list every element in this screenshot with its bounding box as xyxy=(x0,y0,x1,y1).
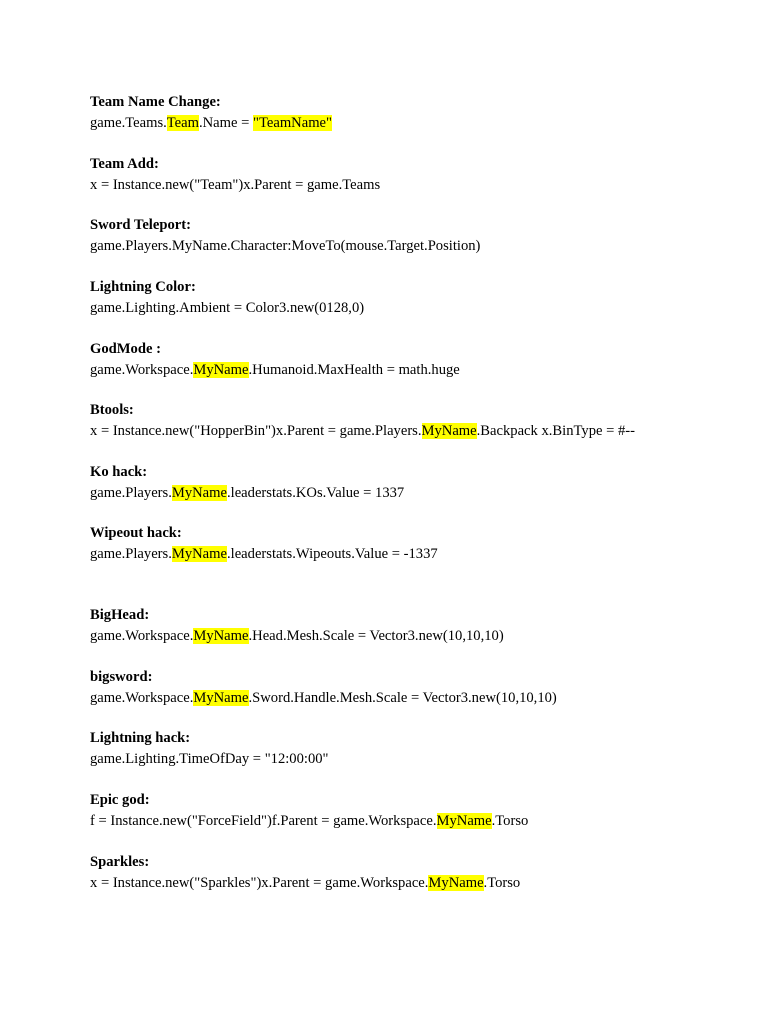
code-text: game.Teams. xyxy=(90,115,167,131)
section-lightning-hack xyxy=(90,728,750,770)
section-heading: Team Add: xyxy=(90,156,159,172)
code-text: x = Instance.new("Sparkles")x.Parent = game.Workspace. xyxy=(90,875,429,891)
code-text: x = Instance.new("HopperBin")x.Parent = game.Players. xyxy=(90,423,422,439)
section-heading: Ko hack: xyxy=(90,464,148,480)
section-team-name-change xyxy=(90,92,750,134)
highlighted-text: MyName xyxy=(193,362,249,378)
section-heading: Sparkles: xyxy=(90,854,150,870)
highlighted-text: "TeamName" xyxy=(253,115,332,131)
section-lightning-color xyxy=(90,277,750,319)
section-heading: Team Name Change: xyxy=(90,94,221,110)
code-text: game.Players.MyName.Character:MoveTo(mouse.Target.Position) xyxy=(90,238,481,254)
section-heading: Btools: xyxy=(90,402,134,418)
section-heading: BigHead: xyxy=(90,607,150,623)
section-godmode xyxy=(90,339,750,381)
code-line xyxy=(90,360,750,381)
code-line xyxy=(90,113,750,134)
section-wipeout-hack xyxy=(90,523,750,565)
code-text: f = Instance.new("ForceField")f.Parent = game.Workspace. xyxy=(90,813,437,829)
code-line xyxy=(90,175,750,196)
code-line xyxy=(90,483,750,504)
section-btools xyxy=(90,400,750,442)
code-text: game.Workspace. xyxy=(90,362,194,378)
code-text: game.Lighting.Ambient = Color3.new(0128,0) xyxy=(90,300,365,316)
section-heading: GodMode : xyxy=(90,341,161,357)
code-text: game.Lighting.TimeOfDay = "12:00:00" xyxy=(90,751,329,767)
code-line xyxy=(90,544,750,565)
highlighted-text: MyName xyxy=(436,813,492,829)
code-line xyxy=(90,626,750,647)
section-heading: Epic god: xyxy=(90,792,150,808)
code-line xyxy=(90,811,750,832)
section-sword-teleport xyxy=(90,215,750,257)
code-line xyxy=(90,873,750,894)
section-epic-god xyxy=(90,790,750,832)
section-heading: Lightning Color: xyxy=(90,279,196,295)
section-heading: Sword Teleport: xyxy=(90,217,191,233)
highlighted-text: Team xyxy=(166,115,199,131)
code-line xyxy=(90,421,750,442)
section-heading: bigsword: xyxy=(90,669,153,685)
highlighted-text: MyName xyxy=(171,546,227,562)
code-text: .leaderstats.Wipeouts.Value = -1337 xyxy=(227,546,438,562)
code-line xyxy=(90,298,750,319)
highlighted-text: MyName xyxy=(193,690,249,706)
code-text: .leaderstats.KOs.Value = 1337 xyxy=(227,485,405,501)
code-text: .Sword.Handle.Mesh.Scale = Vector3.new(10,10,10) xyxy=(248,690,557,706)
code-text: .Head.Mesh.Scale = Vector3.new(10,10,10) xyxy=(248,628,504,644)
code-text: .Name = xyxy=(198,115,254,131)
code-line xyxy=(90,749,750,770)
code-text: game.Workspace. xyxy=(90,628,194,644)
highlighted-text: MyName xyxy=(428,875,484,891)
section-bighead xyxy=(90,605,750,647)
code-text: game.Players. xyxy=(90,546,172,562)
code-line xyxy=(90,236,750,257)
code-text: .Torso xyxy=(491,813,529,829)
section-ko-hack xyxy=(90,462,750,504)
code-line xyxy=(90,688,750,709)
highlighted-text: MyName xyxy=(171,485,227,501)
code-text: .Backpack x.BinType = #-- xyxy=(476,423,636,439)
highlighted-text: MyName xyxy=(193,628,249,644)
code-text: .Humanoid.MaxHealth = math.huge xyxy=(248,362,460,378)
section-sparkles xyxy=(90,852,750,894)
section-bigsword xyxy=(90,667,750,709)
code-text: game.Workspace. xyxy=(90,690,194,706)
highlighted-text: MyName xyxy=(421,423,477,439)
section-heading: Lightning hack: xyxy=(90,730,191,746)
code-text: game.Players. xyxy=(90,485,172,501)
section-team-add xyxy=(90,154,750,196)
section-heading: Wipeout hack: xyxy=(90,525,182,541)
code-text: x = Instance.new("Team")x.Parent = game.Teams xyxy=(90,177,381,193)
code-text: .Torso xyxy=(483,875,521,891)
